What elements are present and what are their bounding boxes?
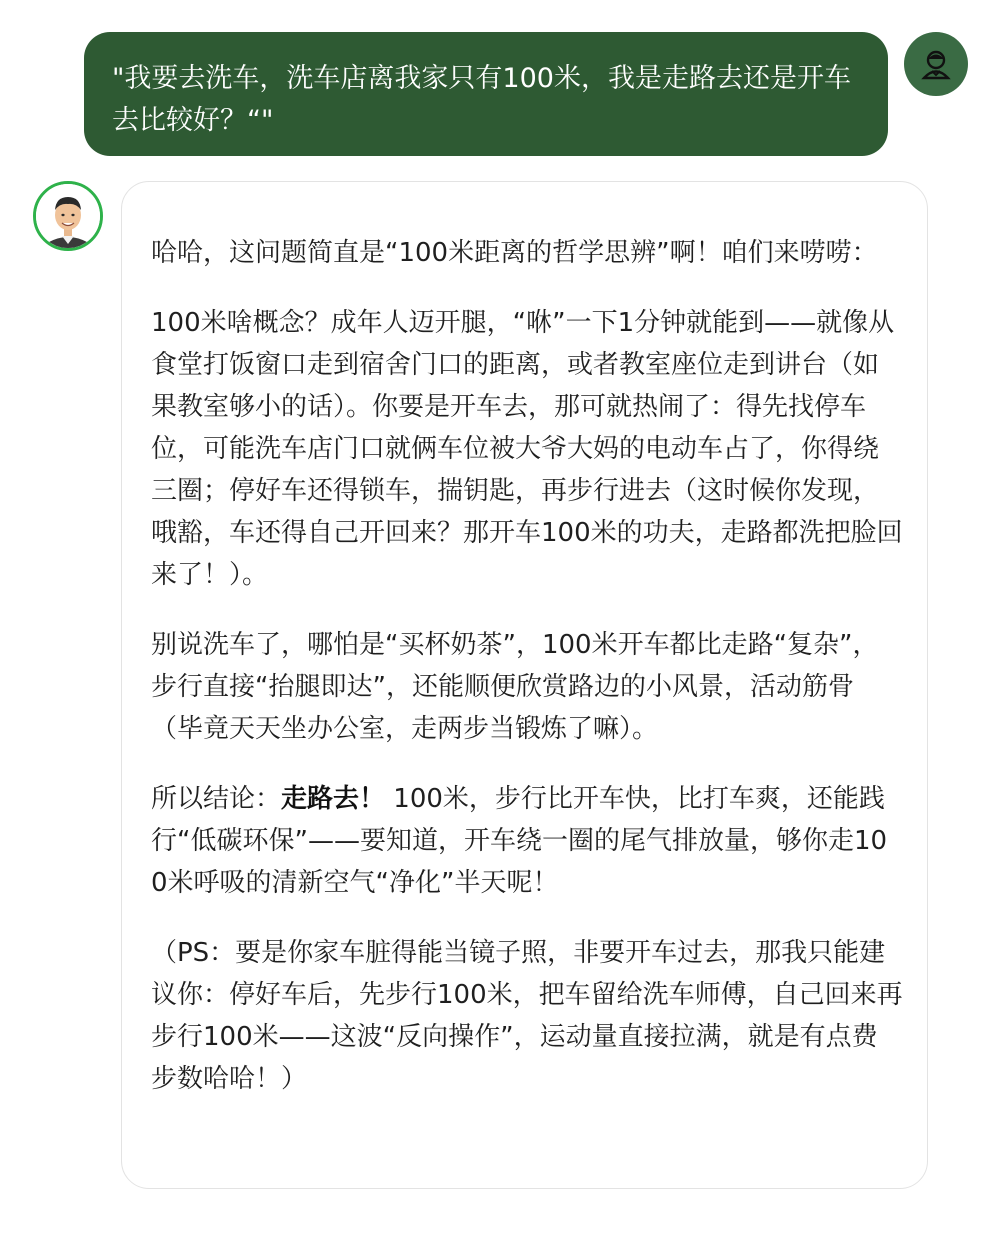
assistant-ps: （PS：要是你家车脏得能当镜子照，非要开车过去，那我只能建议你：停好车后，先步行100米，把车留给洗车师傅，自己回来再步行100米——这波“反向操作”，运动量直接拉满，就是有点费步数哈哈！） xyxy=(151,938,903,1094)
bot-avatar[interactable] xyxy=(33,181,103,251)
assistant-paragraph-1: 哈哈，这问题简直是“100米距离的哲学思辨”啊！咱们来唠唠： xyxy=(151,238,878,268)
user-message-bubble xyxy=(84,32,888,156)
conclusion-rest: 100米，步行比开车快，比打车爽，还能践行“低碳环保”——要知道，开车绕一圈的尾气排放量，够你走100米呼吸的清新空气“净化”半天呢！ xyxy=(151,784,888,898)
conclusion-prefix: 所以结论： xyxy=(151,784,282,814)
assistant-paragraph-3: 别说洗车了，哪怕是“买杯奶茶”，100米开车都比走路“复杂”，步行直接“抬腿即达”，还能顺便欣赏路边的小风景，活动筋骨（毕竟天天坐办公室，走两步当锻炼了嘛）。 xyxy=(151,630,879,744)
assistant-paragraph-2: 100米啥概念？成年人迈开腿，“咻”一下1分钟就能到——就像从食堂打饭窗口走到宿舍门口的距离，或者教室座位走到讲台（如果教室够小的话）。你要是开车去，那可就热闹了：得先找停车位，可能洗车店门口就俩车位被大爷大妈的电动车占了，你得绕三圈；停好车还得锁车，揣钥匙，再步行进去（这时候你发现，哦豁，车还得自己开回来？那开车100米的功夫，走路都洗把脸回来了！）。 xyxy=(151,308,903,590)
user-avatar-icon xyxy=(919,47,953,81)
user-message-text: "我要去洗车，洗车店离我家只有100米，我是走路去还是开车去比较好？“" xyxy=(112,63,851,136)
conclusion-bold: 走路去！ xyxy=(281,784,386,814)
assistant-conclusion xyxy=(151,778,903,904)
assistant-message-bubble xyxy=(121,181,928,1189)
user-avatar[interactable] xyxy=(904,32,968,96)
bot-avatar-icon xyxy=(36,184,100,248)
